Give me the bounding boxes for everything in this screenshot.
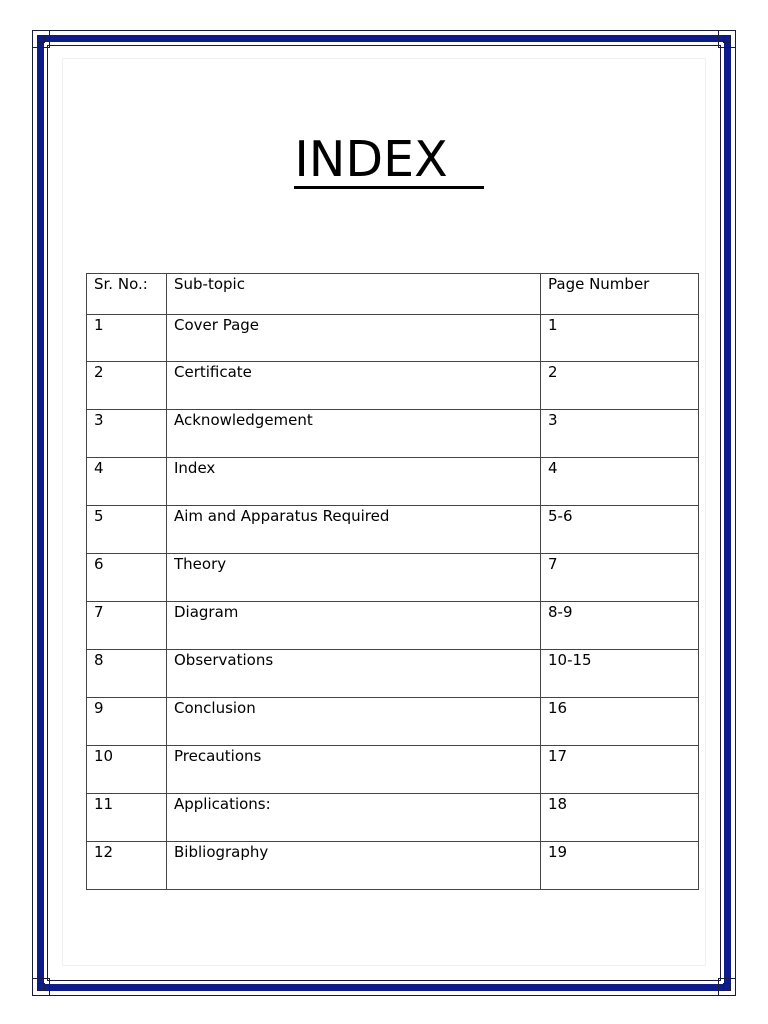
table-row bbox=[87, 506, 699, 554]
cell-page-number: 10-15 bbox=[541, 650, 699, 698]
corner-ornament-top-right bbox=[718, 30, 736, 48]
cell-page-number: 4 bbox=[541, 458, 699, 506]
cell-sub-topic: Bibliography bbox=[167, 842, 541, 890]
table-row bbox=[87, 602, 699, 650]
table-header-row bbox=[87, 274, 699, 315]
cell-sub-topic: Precautions bbox=[167, 746, 541, 794]
table-row bbox=[87, 650, 699, 698]
cell-sub-topic: Theory bbox=[167, 554, 541, 602]
cell-sub-topic: Conclusion bbox=[167, 698, 541, 746]
cell-page-number: 3 bbox=[541, 410, 699, 458]
cell-sub-topic: Cover Page bbox=[167, 315, 541, 362]
cell-page-number: 19 bbox=[541, 842, 699, 890]
table-row bbox=[87, 315, 699, 362]
cell-sr-no: 3 bbox=[87, 410, 167, 458]
cell-sr-no: 6 bbox=[87, 554, 167, 602]
cell-sub-topic: Acknowledgement bbox=[167, 410, 541, 458]
cell-sr-no: 9 bbox=[87, 698, 167, 746]
cell-page-number: 7 bbox=[541, 554, 699, 602]
corner-ornament-bottom-right bbox=[718, 978, 736, 996]
cell-page-number: 1 bbox=[541, 315, 699, 362]
cell-sr-no: 7 bbox=[87, 602, 167, 650]
cell-page-number: 5-6 bbox=[541, 506, 699, 554]
cell-page-number: 8-9 bbox=[541, 602, 699, 650]
cell-sr-no: 4 bbox=[87, 458, 167, 506]
cell-page-number: 16 bbox=[541, 698, 699, 746]
header-page-number: Page Number bbox=[541, 274, 699, 315]
table-row bbox=[87, 458, 699, 506]
cell-sr-no: 2 bbox=[87, 362, 167, 410]
page-title-wrapper bbox=[0, 130, 768, 190]
cell-sr-no: 11 bbox=[87, 794, 167, 842]
table-row bbox=[87, 362, 699, 410]
cell-sub-topic: Applications: bbox=[167, 794, 541, 842]
table-row bbox=[87, 746, 699, 794]
table-row bbox=[87, 698, 699, 746]
table-row bbox=[87, 842, 699, 890]
cell-sub-topic: Diagram bbox=[167, 602, 541, 650]
cell-page-number: 18 bbox=[541, 794, 699, 842]
cell-sr-no: 5 bbox=[87, 506, 167, 554]
cell-sr-no: 8 bbox=[87, 650, 167, 698]
header-sr-no: Sr. No.: bbox=[87, 274, 167, 315]
corner-ornament-top-left bbox=[32, 30, 50, 48]
corner-ornament-bottom-left bbox=[32, 978, 50, 996]
cell-sr-no: 10 bbox=[87, 746, 167, 794]
cell-sub-topic: Index bbox=[167, 458, 541, 506]
index-table bbox=[86, 273, 699, 890]
table-row bbox=[87, 554, 699, 602]
cell-page-number: 2 bbox=[541, 362, 699, 410]
cell-sub-topic: Aim and Apparatus Required bbox=[167, 506, 541, 554]
header-sub-topic: Sub-topic bbox=[167, 274, 541, 315]
table-row bbox=[87, 410, 699, 458]
table-row bbox=[87, 794, 699, 842]
cell-sr-no: 12 bbox=[87, 842, 167, 890]
cell-sub-topic: Observations bbox=[167, 650, 541, 698]
cell-sub-topic: Certificate bbox=[167, 362, 541, 410]
page-title: INDEX bbox=[294, 134, 483, 189]
cell-page-number: 17 bbox=[541, 746, 699, 794]
cell-sr-no: 1 bbox=[87, 315, 167, 362]
